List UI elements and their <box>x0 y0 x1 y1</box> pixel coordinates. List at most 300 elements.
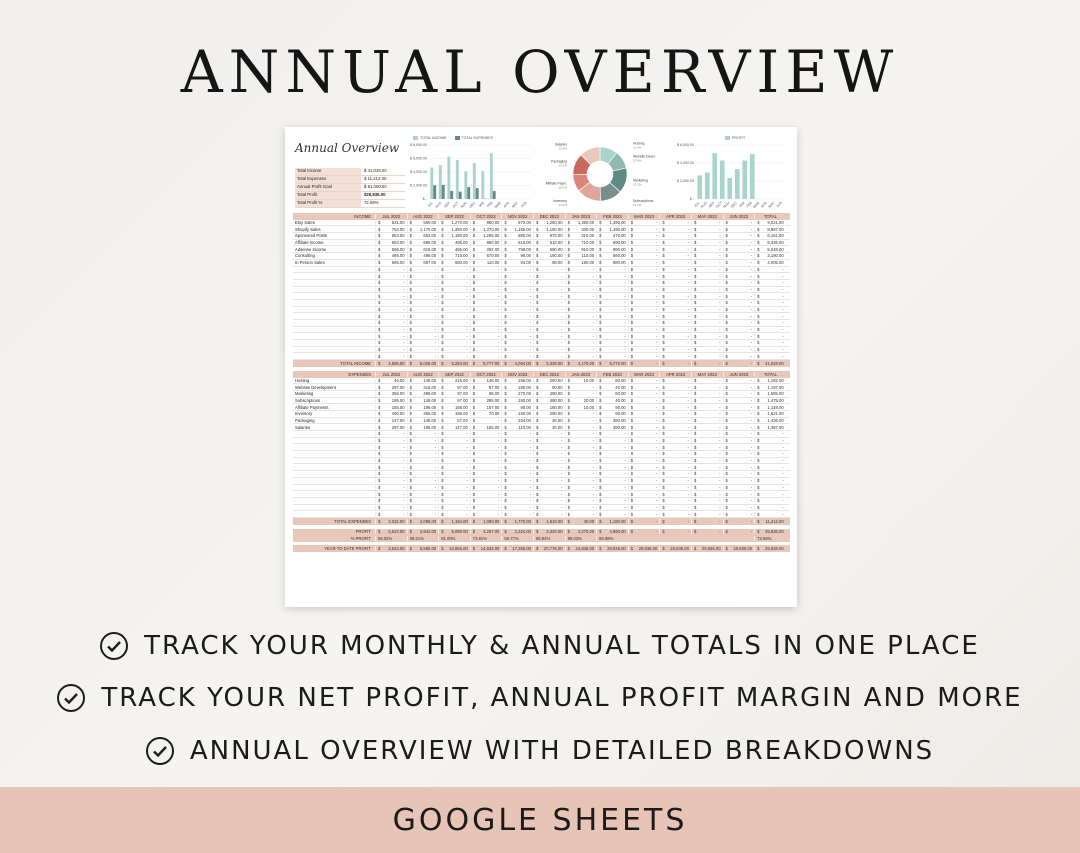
table-row <box>293 404 790 411</box>
cell <box>565 354 597 359</box>
cell-value: - <box>403 491 405 497</box>
cell <box>438 247 470 252</box>
cell <box>628 438 660 443</box>
cell-value: - <box>655 458 658 464</box>
cell <box>723 445 755 450</box>
cell-value: - <box>719 411 721 417</box>
cell <box>501 391 533 396</box>
cell-value: - <box>592 491 595 497</box>
currency-symbol: $ <box>757 417 760 423</box>
currency-symbol: $ <box>472 397 476 403</box>
cell-value: - <box>497 293 500 299</box>
donut-label: Hosting <box>633 141 645 146</box>
currency-symbol: $ <box>535 484 539 490</box>
cell-value: - <box>655 226 658 232</box>
cell-value: - <box>750 293 753 299</box>
currency-symbol: $ <box>567 471 570 477</box>
cell <box>691 253 723 258</box>
currency-symbol: $ <box>630 286 634 292</box>
cell <box>375 458 407 463</box>
cell-value: 110.00 <box>486 260 500 266</box>
cell-value: - <box>655 293 658 299</box>
currency-symbol: $ <box>630 464 634 470</box>
currency-symbol: $ <box>535 360 539 366</box>
cell <box>754 220 786 225</box>
cell-value: - <box>624 340 626 346</box>
cell <box>533 334 565 339</box>
cell-value: - <box>655 518 658 524</box>
currency-symbol: $ <box>630 327 634 333</box>
cell <box>659 347 691 352</box>
cell <box>438 478 470 483</box>
cell-value: - <box>782 431 784 437</box>
cell <box>628 267 660 272</box>
y-tick-label: $ - <box>689 197 694 202</box>
currency-symbol: $ <box>504 360 507 366</box>
cell-value: - <box>624 320 626 326</box>
legend-label: PROFIT <box>732 136 746 140</box>
cell-value: 615.00 <box>423 246 437 252</box>
benefit-text: TRACK YOUR MONTHLY & ANNUAL TOTALS IN ONE PLACE <box>144 631 980 661</box>
currency-symbol: $ <box>725 498 728 504</box>
cell-value: - <box>529 444 531 450</box>
cell-value: - <box>561 458 563 464</box>
table-row <box>293 353 790 360</box>
currency-symbol: $ <box>693 320 697 326</box>
cell <box>596 354 628 359</box>
table-row <box>293 313 790 320</box>
currency-symbol: $ <box>662 458 665 464</box>
currency-symbol: $ <box>409 220 412 226</box>
cell-value: - <box>529 504 531 510</box>
cell <box>628 300 660 305</box>
month-header: TOTAL <box>754 372 786 377</box>
cell-value: - <box>466 273 468 279</box>
cell <box>407 361 439 366</box>
currency-symbol: $ <box>409 424 412 430</box>
cell-value: - <box>529 491 531 497</box>
cell <box>407 267 439 272</box>
currency-symbol: $ <box>567 233 570 239</box>
x-tick-label: SEP <box>443 200 451 209</box>
cell-value: 97.00 <box>457 397 468 403</box>
currency-symbol: $ <box>535 404 539 410</box>
currency-symbol: $ <box>725 504 728 510</box>
cell <box>501 334 533 339</box>
cell-value: - <box>687 471 689 477</box>
summary-value: $ 41,048.00 <box>364 168 387 174</box>
cell <box>659 391 691 396</box>
cell <box>470 300 502 305</box>
currency-symbol: $ <box>757 397 760 403</box>
cell <box>438 334 470 339</box>
cell <box>754 294 786 299</box>
bar-total-expenses <box>493 191 496 199</box>
cell <box>470 280 502 285</box>
cell-value: - <box>624 471 626 477</box>
table-row <box>293 333 790 340</box>
cell <box>628 327 660 332</box>
cell-value: 190.00 <box>518 397 531 403</box>
cell <box>375 334 407 339</box>
cell <box>438 260 470 265</box>
currency-symbol: $ <box>441 293 444 299</box>
cell-value: - <box>561 438 563 444</box>
cell <box>501 307 533 312</box>
cell <box>723 327 755 332</box>
currency-symbol: $ <box>567 320 570 326</box>
cell-value: - <box>719 286 721 292</box>
cell <box>628 398 660 403</box>
bar-total-income <box>456 160 459 199</box>
cell <box>754 354 786 359</box>
cell <box>628 478 660 483</box>
currency-symbol: $ <box>599 353 602 359</box>
currency-symbol: $ <box>378 498 381 504</box>
cell-value: - <box>403 266 405 272</box>
currency-symbol: $ <box>662 266 665 272</box>
cell <box>691 334 723 339</box>
currency-symbol: $ <box>567 397 570 403</box>
currency-symbol: $ <box>630 246 634 252</box>
bar-total-income <box>439 165 442 199</box>
cell <box>533 431 565 436</box>
cell-value: - <box>624 353 626 359</box>
cell <box>723 320 755 325</box>
currency-symbol: $ <box>535 397 539 403</box>
cell <box>596 492 628 497</box>
table-row <box>293 233 790 240</box>
cell-value: 195.00 <box>391 397 405 403</box>
cell <box>565 485 597 490</box>
currency-symbol: $ <box>757 280 760 286</box>
currency-symbol: $ <box>441 404 444 410</box>
cell-value: 9,021.00 <box>767 220 784 226</box>
cell <box>659 485 691 490</box>
currency-symbol: $ <box>409 333 412 339</box>
cell-value: - <box>624 478 626 484</box>
cell <box>470 546 502 551</box>
currency-symbol: $ <box>757 273 760 279</box>
currency-symbol: $ <box>504 397 507 403</box>
cell-value: - <box>719 404 721 410</box>
currency-symbol: $ <box>409 397 412 403</box>
profit-legend <box>725 136 745 140</box>
cell-value: - <box>750 529 753 535</box>
currency-symbol: $ <box>662 233 665 239</box>
row-label: PROFIT <box>355 529 371 535</box>
cell-value: - <box>561 498 563 504</box>
cell-value: - <box>403 300 405 306</box>
cell <box>723 471 755 476</box>
cell <box>375 398 407 403</box>
cell <box>533 492 565 497</box>
cell <box>691 240 723 245</box>
cell-value: - <box>750 353 753 359</box>
cell <box>470 418 502 423</box>
cell <box>754 519 786 524</box>
currency-symbol: $ <box>409 233 412 239</box>
currency-symbol: $ <box>757 286 760 292</box>
cell-value: - <box>561 471 563 477</box>
ytd-profit-row <box>293 545 790 552</box>
cell-value: 99.03% <box>567 536 582 542</box>
cell-value: - <box>466 444 468 450</box>
cell-value: - <box>592 266 595 272</box>
cell <box>659 451 691 456</box>
currency-symbol: $ <box>567 498 570 504</box>
cell <box>565 260 597 265</box>
cell <box>565 347 597 352</box>
cell <box>565 300 597 305</box>
cell <box>691 445 723 450</box>
cell <box>407 334 439 339</box>
currency-symbol: $ <box>725 545 728 551</box>
currency-symbol: $ <box>409 498 412 504</box>
cell-value: - <box>750 384 753 390</box>
cell-value: - <box>529 273 531 279</box>
cell <box>533 354 565 359</box>
currency-symbol: $ <box>757 320 760 326</box>
cell <box>533 267 565 272</box>
cell-value: - <box>592 417 595 423</box>
cell-value: - <box>592 384 595 390</box>
currency-symbol: $ <box>599 320 602 326</box>
currency-symbol: $ <box>599 280 602 286</box>
row-label: Shopify Sales <box>295 226 321 232</box>
table-row <box>293 411 790 418</box>
currency-symbol: $ <box>725 320 728 326</box>
summary-row <box>295 200 405 208</box>
currency-symbol: $ <box>725 300 728 306</box>
currency-symbol: $ <box>757 360 760 366</box>
cell <box>596 233 628 238</box>
currency-symbol: $ <box>725 286 728 292</box>
cell <box>438 327 470 332</box>
row-label: TOTAL INCOME <box>340 360 371 366</box>
cell <box>628 287 660 292</box>
currency-symbol: $ <box>599 464 602 470</box>
currency-symbol: $ <box>567 293 570 299</box>
cell-value: 196.00 <box>518 377 531 383</box>
bar-profit <box>697 175 702 199</box>
currency-symbol: $ <box>757 327 760 333</box>
currency-symbol: $ <box>409 458 412 464</box>
currency-symbol: $ <box>567 438 570 444</box>
currency-symbol: $ <box>567 327 570 333</box>
cell <box>659 247 691 252</box>
cell <box>723 405 755 410</box>
table-row <box>293 444 790 451</box>
cell-value: - <box>687 384 689 390</box>
cell-value: 1,387.00 <box>767 424 784 430</box>
currency-symbol: $ <box>567 260 570 266</box>
cell-value: 110.00 <box>518 424 531 430</box>
currency-symbol: $ <box>599 451 602 457</box>
sheet-title: Annual Overview <box>295 141 400 155</box>
cell-value: - <box>403 511 405 517</box>
bar-profit <box>735 169 740 199</box>
cell <box>407 233 439 238</box>
currency-symbol: $ <box>441 320 444 326</box>
cell-value: 980.00 <box>612 260 626 266</box>
cell <box>533 340 565 345</box>
cell <box>501 411 533 416</box>
currency-symbol: $ <box>693 529 697 535</box>
cell-value: - <box>719 266 721 272</box>
cell <box>407 398 439 403</box>
cell-value: 67.00 <box>457 417 468 423</box>
cell-value: - <box>687 253 689 259</box>
currency-symbol: $ <box>472 313 476 319</box>
cell <box>691 451 723 456</box>
cell <box>659 492 691 497</box>
cell <box>596 478 628 483</box>
currency-symbol: $ <box>662 511 665 517</box>
page-title: ANNUAL OVERVIEW <box>180 38 900 106</box>
summary-row <box>295 184 405 192</box>
cell <box>470 220 502 225</box>
cell <box>628 529 660 534</box>
currency-symbol: $ <box>599 273 602 279</box>
cell-value: - <box>403 280 405 286</box>
cell <box>723 398 755 403</box>
cell-value: - <box>655 478 658 484</box>
table-row <box>293 287 790 294</box>
cell-value: - <box>782 293 784 299</box>
cell-value: - <box>655 273 658 279</box>
cell <box>501 431 533 436</box>
cell <box>565 438 597 443</box>
cell-value: - <box>529 293 531 299</box>
currency-symbol: $ <box>630 404 634 410</box>
currency-symbol: $ <box>504 320 507 326</box>
cell <box>438 458 470 463</box>
currency-symbol: $ <box>693 347 697 353</box>
currency-symbol: $ <box>725 391 728 397</box>
cell-value: - <box>687 280 689 286</box>
cell-value: 510.00 <box>549 240 563 246</box>
cell-value: 1,150.00 <box>546 226 563 232</box>
cell <box>628 280 660 285</box>
currency-symbol: $ <box>662 226 665 232</box>
currency-symbol: $ <box>535 220 539 226</box>
currency-symbol: $ <box>378 246 381 252</box>
cell <box>754 307 786 312</box>
cell <box>565 478 597 483</box>
cell-value: - <box>655 253 658 259</box>
cell-value: 5,090.00 <box>451 529 468 535</box>
cell <box>438 398 470 403</box>
cell-value: - <box>719 417 721 423</box>
y-tick-label: $ 2,000.00 <box>677 179 694 184</box>
currency-symbol: $ <box>441 327 444 333</box>
currency-symbol: $ <box>535 391 539 397</box>
cell-value: - <box>434 353 437 359</box>
cell <box>659 512 691 517</box>
cell <box>375 247 407 252</box>
cell-value: - <box>687 273 689 279</box>
cell-value: 1,090.00 <box>483 518 500 524</box>
cell-value: 1,380.00 <box>577 220 595 226</box>
cell-value: - <box>687 333 689 339</box>
cell-value: 4,005.00 <box>767 260 784 266</box>
cell <box>565 220 597 225</box>
cell-value: - <box>497 353 500 359</box>
currency-symbol: $ <box>725 444 728 450</box>
currency-symbol: $ <box>662 498 665 504</box>
cell <box>501 347 533 352</box>
bar-total-expenses <box>450 191 453 199</box>
currency-symbol: $ <box>757 293 760 299</box>
cell <box>723 247 755 252</box>
bar-profit <box>720 160 725 199</box>
currency-symbol: $ <box>630 471 634 477</box>
cell <box>754 458 786 463</box>
cell-value: - <box>466 293 468 299</box>
currency-symbol: $ <box>693 431 697 437</box>
cell <box>407 451 439 456</box>
currency-symbol: $ <box>693 484 697 490</box>
currency-symbol: $ <box>662 377 665 383</box>
cell-value: 910.00 <box>581 246 595 252</box>
cell-value: 490.00 <box>391 411 405 417</box>
cell <box>723 478 755 483</box>
cell <box>501 536 533 541</box>
cell <box>533 519 565 524</box>
currency-symbol: $ <box>757 498 760 504</box>
cell <box>533 411 565 416</box>
cell-value: - <box>561 478 563 484</box>
cell <box>659 267 691 272</box>
table-row <box>293 378 790 385</box>
profit-percent-row <box>293 535 790 542</box>
cell-value: - <box>592 444 595 450</box>
currency-symbol: $ <box>535 424 539 430</box>
cell <box>691 391 723 396</box>
cell-value: - <box>497 320 500 326</box>
cell-value: - <box>750 498 753 504</box>
cell <box>565 505 597 510</box>
cell <box>754 529 786 534</box>
currency-symbol: $ <box>599 498 602 504</box>
bar-total-expenses <box>433 185 436 199</box>
cell-value: - <box>719 226 721 232</box>
currency-symbol: $ <box>441 300 444 306</box>
cell <box>470 492 502 497</box>
cell <box>754 240 786 245</box>
currency-symbol: $ <box>409 529 412 535</box>
currency-symbol: $ <box>472 240 476 246</box>
cell <box>375 505 407 510</box>
cell <box>723 340 755 345</box>
cell-value: - <box>782 511 784 517</box>
currency-symbol: $ <box>409 444 412 450</box>
cell-value: 496.00 <box>423 253 437 259</box>
cell <box>596 320 628 325</box>
cell <box>659 445 691 450</box>
donut-label: Marketing <box>633 178 648 183</box>
legend-swatch <box>455 136 460 140</box>
currency-symbol: $ <box>725 484 728 490</box>
cell <box>565 253 597 258</box>
cell-value: - <box>592 504 595 510</box>
cell <box>407 247 439 252</box>
cell <box>501 546 533 551</box>
cell-value: - <box>497 451 500 457</box>
cell-value: - <box>655 327 658 333</box>
cell <box>628 485 660 490</box>
